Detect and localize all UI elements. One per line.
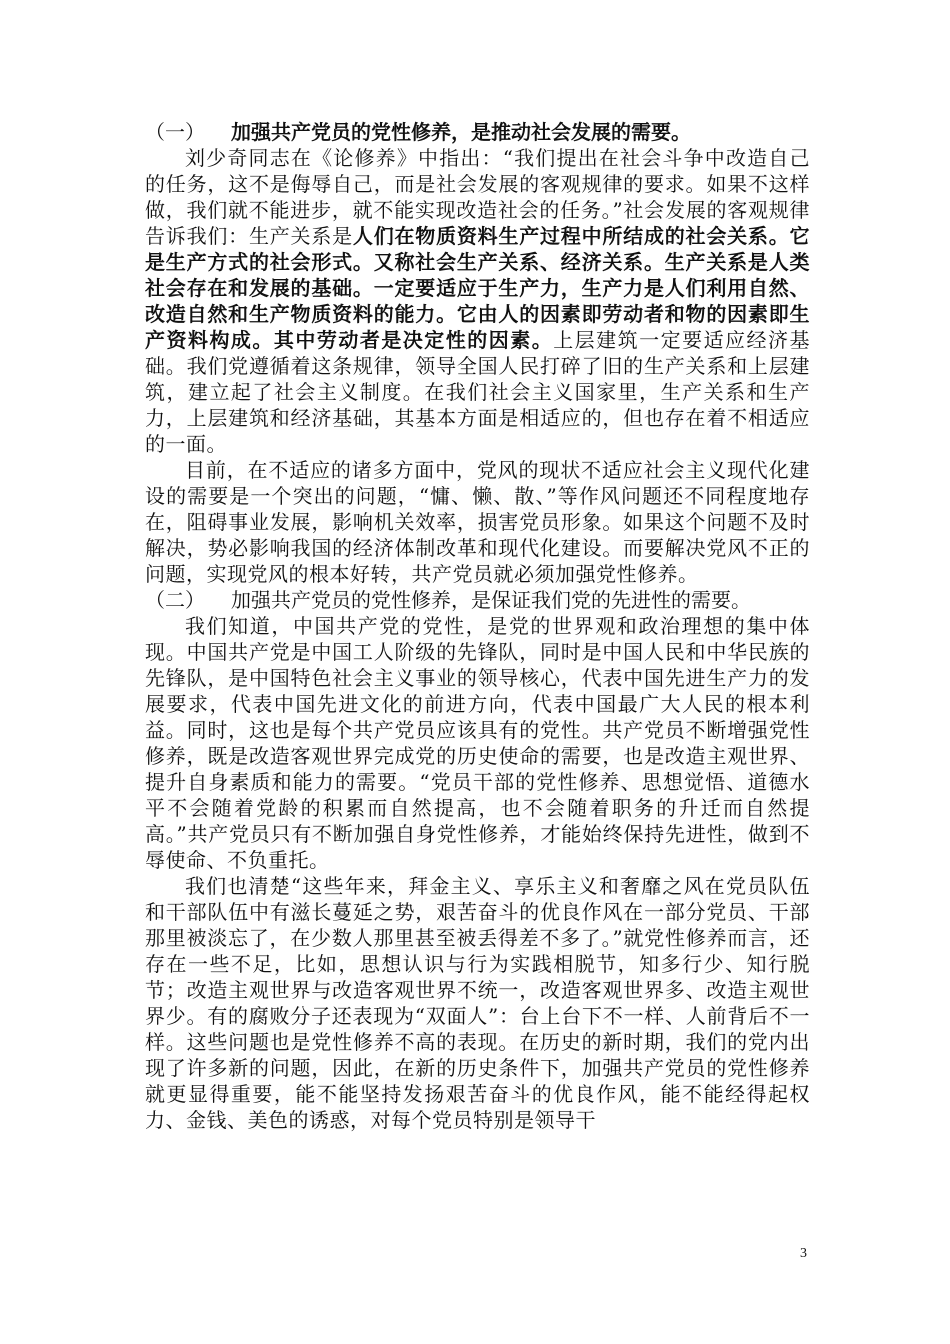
- section-title-1: 加强共产党员的党性修养，是推动社会发展的需要。: [231, 120, 691, 144]
- section-number-2: （二）: [145, 588, 205, 612]
- section-heading-1: [145, 119, 810, 145]
- paragraph-1-text-b: 上层建筑一定要适应经济基础。我们党遵循着这条规律，领导全国人民打碎了旧的生产关系和上层建筑，建立起了社会主义制度。在我们社会主义国家里，生产关系和生产力，上层建筑和经济基础，其基本方面是相适应的，但也存在着不相适应的一面。: [145, 328, 811, 456]
- paragraph-1-bold-text: 人们在物质资料生产过程中所结成的社会关系。它是生产方式的社会形式。又称社会生产关系、经济关系。生产关系是人类社会存在和发展的基础。一定要适应于生产力，生产力是人们利用自然、改造自然和生产物质资料的能力。它由人的因素即劳动者和物的因素即生产资料构成。其中劳动者是决定性的因素。: [145, 224, 811, 352]
- paragraph-1: [145, 145, 810, 457]
- paragraph-3: 我们知道，中国共产党的党性，是党的世界观和政治理想的集中体现。中国共产党是中国工人阶级的先锋队，同时是中国人民和中华民族的先锋队，是中国特色社会主义事业的领导核心，代表中国先进生产力的发展要求，代表中国先进文化的前进方向，代表中国最广大人民的根本利益。同时，这也是每个共产党员应该具有的党性。共产党员不断增强党性修养，既是改造客观世界完成党的历史使命的需要，也是改造主观世界、提升自身素质和能力的需要。“党员干部的党性修养、思想觉悟、道德水平不会随着党龄的积累而自然提高，也不会随着职务的升迁而自然提高。”共产党员只有不断加强自身党性修养，才能始终保持先进性，做到不辱使命、不负重托。: [145, 614, 810, 872]
- section-title-2: 加强共产党员的党性修养，是保证我们党的先进性的需要。: [231, 588, 751, 612]
- page-number: 3: [800, 1246, 807, 1261]
- paragraph-2: 目前，在不适应的诸多方面中，党风的现状不适应社会主义现代化建设的需要是一个突出的问题，“慵、懒、散、”等作风问题还不同程度地存在，阻碍事业发展，影响机关效率，损害党员形象。如果这个问题不及时解决，势必影响我国的经济体制改革和现代化建设。而要解决党风不正的问题，实现党风的根本好转，共产党员就必须加强党性修养。: [145, 458, 810, 586]
- section-number-1: （一）: [145, 120, 205, 144]
- section-heading-2: [145, 587, 810, 613]
- document-body: [145, 119, 810, 1133]
- paragraph-1-text-a: 刘少奇同志在《论修养》中指出：“我们提出在社会斗争中改造自己的任务，这不是侮辱自己，而是社会发展的客观规律的要求。如果不这样做，我们就不能进步，就不能实现改造社会的任务。”社会发展的客观规律告诉我们：生产关系是: [145, 146, 810, 248]
- paragraph-4: 我们也清楚“这些年来，拜金主义、享乐主义和奢靡之风在党员队伍和干部队伍中有滋长蔓延之势，艰苦奋斗的优良作风在一部分党员、干部那里被淡忘了，在少数人那里甚至被丢得差不多了。”就党性修养而言，还存在一些不足，比如，思想认识与行为实践相脱节，知多行少、知行脱节；改造主观世界与改造客观世界不统一，改造客观世界多、改造主观世界少。有的腐败分子还表现为“双面人”：台上台下不一样、人前背后不一样。这些问题也是党性修养不高的表现。在历史的新时期，我们的党内出现了许多新的问题，因此，在新的历史条件下，加强共产党员的党性修养就更显得重要，能不能坚持发扬艰苦奋斗的优良作风，能不能经得起权力、金钱、美色的诱惑，对每个党员特别是领导干: [145, 874, 810, 1132]
